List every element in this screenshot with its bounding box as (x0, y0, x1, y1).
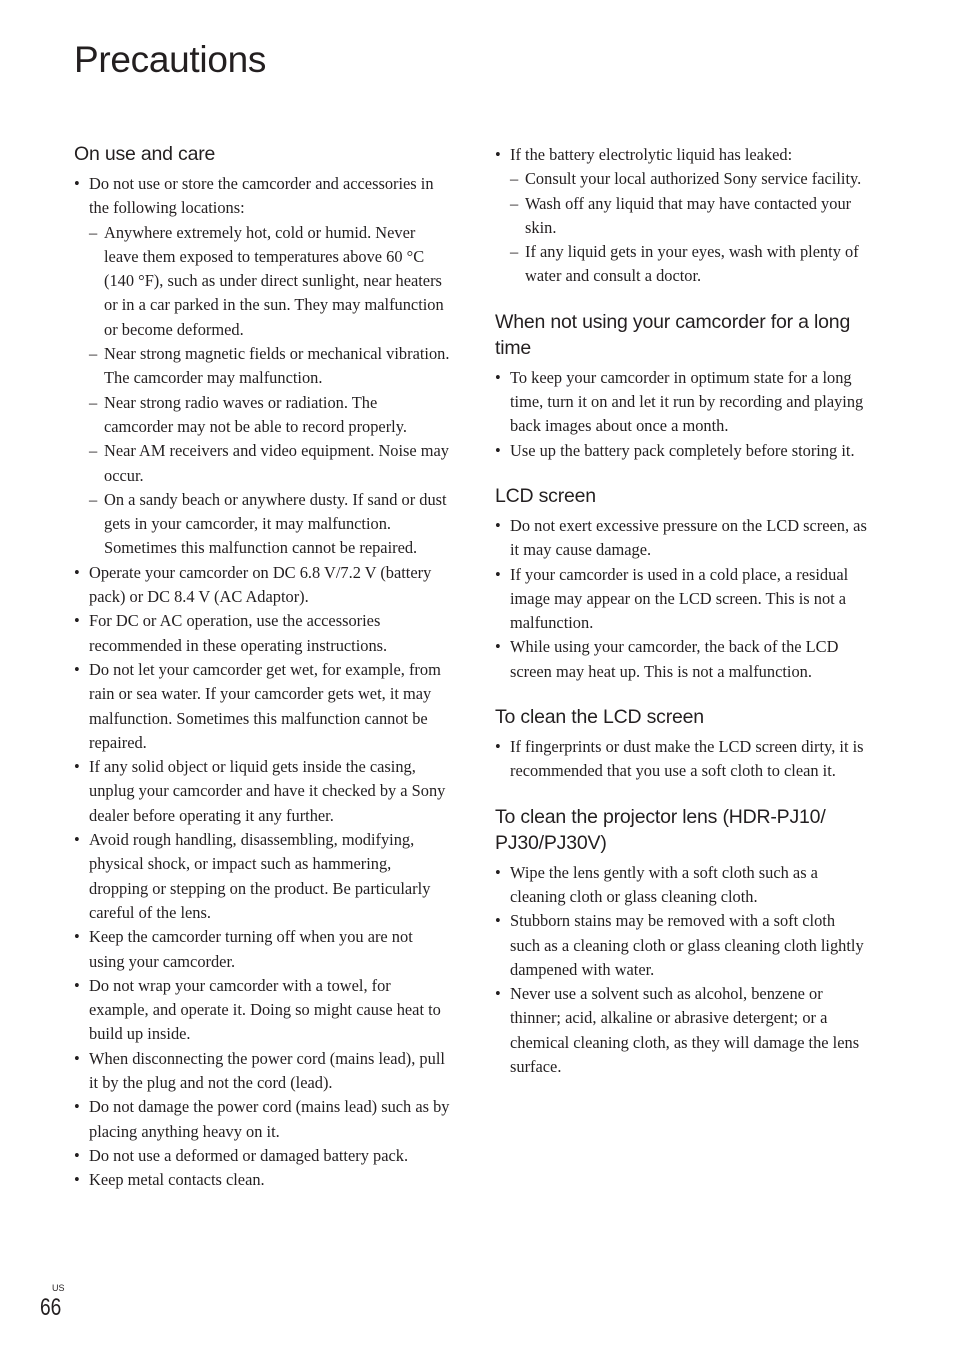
list-item: • Use up the battery pack completely before storing it. (495, 439, 867, 463)
list-item: • Do not wrap your camcorder with a towel, for example, and operate it. Doing so might cause heat to build up inside. (74, 974, 450, 1047)
step-list (510, 167, 867, 288)
list-item: • Operate your camcorder on DC 6.8 V/7.2 V (battery pack) or DC 8.4 V (AC Adaptor). (74, 561, 450, 610)
list-item: • Keep metal contacts clean. (74, 1168, 450, 1192)
bullet-list (495, 735, 867, 784)
sub-list-item: – Consult your local authorized Sony service facility. (510, 167, 867, 191)
list-item: • Stubborn stains may be removed with a soft cloth such as a cleaning cloth or glass cleaning cloth lightly dampened with water. (495, 909, 867, 982)
list-item: • Do not use a deformed or damaged battery pack. (74, 1144, 450, 1168)
section-clean-lens (495, 804, 867, 1080)
list-item: • Wipe the lens gently with a soft cloth such as a cleaning cloth or glass cleaning cloth. (495, 861, 867, 910)
section-heading: When not using your camcorder for a long time (495, 310, 851, 359)
list-item-text: Do not use or store the camcorder and accessories in the following locations: (89, 174, 434, 218)
bullet-list (74, 172, 450, 1192)
list-item: • Avoid rough handling, disassembling, modifying, physical shock, or impact such as hammering, dropping or stepping on the product. Be particularly careful of the lens. (74, 828, 450, 925)
list-item: • For DC or AC operation, use the accessories recommended in these operating instructions. (74, 609, 450, 658)
list-item: • Never use a solvent such as alcohol, benzene or thinner; acid, alkaline or abrasive detergent; or a chemical cleaning cloth, as they will damage the lens surface. (495, 982, 867, 1079)
list-item-text: If the battery electrolytic liquid has leaked: (510, 145, 793, 164)
sub-list-item: – Near strong magnetic fields or mechanical vibration. The camcorder may malfunction. (89, 342, 450, 391)
section-heading: On use and care (74, 143, 216, 165)
page-title: Precautions (74, 39, 267, 80)
section-lcd-screen (495, 483, 867, 684)
list-item: • Keep the camcorder turning off when you are not using your camcorder. (74, 925, 450, 974)
section-heading: LCD screen (495, 484, 596, 507)
sub-list-item: – Near AM receivers and video equipment. Noise may occur. (89, 439, 450, 488)
sub-list-item: – If any liquid gets in your eyes, wash with plenty of water and consult a doctor. (510, 240, 867, 289)
bullet-list (495, 861, 867, 1080)
list-item: • Do not let your camcorder get wet, for example, from rain or sea water. If your camcorder gets wet, it may malfunction. Sometimes this malfunction cannot be repaired. (74, 658, 450, 755)
bullet-list (495, 514, 867, 684)
list-item: • If your camcorder is used in a cold place, a residual image may appear on the LCD screen. This is not a malfunction. (495, 563, 867, 636)
list-item: • When disconnecting the power cord (mains lead), pull it by the plug and not the cord (lead). (74, 1047, 450, 1096)
page-number: 66 (40, 1294, 62, 1321)
bullet-list (495, 143, 867, 289)
section-heading: To clean the projector lens (HDR-PJ10/ PJ30/PJ30V) (495, 805, 826, 854)
list-item: • To keep your camcorder in optimum state for a long time, turn it on and let it run by recording and playing back images about once a month. (495, 366, 867, 439)
list-item: • If any solid object or liquid gets inside the casing, unplug your camcorder and have it checked by a Sony dealer before operating it any further. (74, 755, 450, 828)
right-column (495, 143, 867, 1079)
page-language-tag: US (52, 1283, 65, 1293)
section-heading: To clean the LCD screen (495, 706, 704, 729)
section-on-use-and-care (74, 141, 450, 1192)
list-item: • If fingerprints or dust make the LCD screen dirty, it is recommended that you use a soft cloth to clean it. (495, 735, 867, 784)
sub-list-item: – Anywhere extremely hot, cold or humid. Never leave them exposed to temperatures above 60 °C (140 °F), such as under direct sunlight, near heaters or in a car parked in the sun. They may malfunction or become deformed. (89, 221, 450, 342)
list-item (495, 143, 867, 289)
list-item: • While using your camcorder, the back of the LCD screen may heat up. This is not a malfunction. (495, 635, 867, 684)
bullet-list (495, 366, 867, 463)
left-column (74, 141, 450, 1192)
list-item: • Do not damage the power cord (mains lead) such as by placing anything heavy on it. (74, 1095, 450, 1144)
sub-list-item: – Wash off any liquid that may have contacted your skin. (510, 192, 867, 241)
sub-list-item: – On a sandy beach or anywhere dusty. If sand or dust gets in your camcorder, it may malfunction. Sometimes this malfunction cannot be repaired. (89, 488, 450, 561)
section-not-using (495, 309, 867, 463)
section-clean-lcd (495, 704, 867, 784)
section-battery-leak (495, 143, 867, 289)
list-item (74, 172, 450, 561)
location-list (89, 221, 450, 561)
sub-list-item: – Near strong radio waves or radiation. The camcorder may not be able to record properly. (89, 391, 450, 440)
list-item: • Do not exert excessive pressure on the LCD screen, as it may cause damage. (495, 514, 867, 563)
